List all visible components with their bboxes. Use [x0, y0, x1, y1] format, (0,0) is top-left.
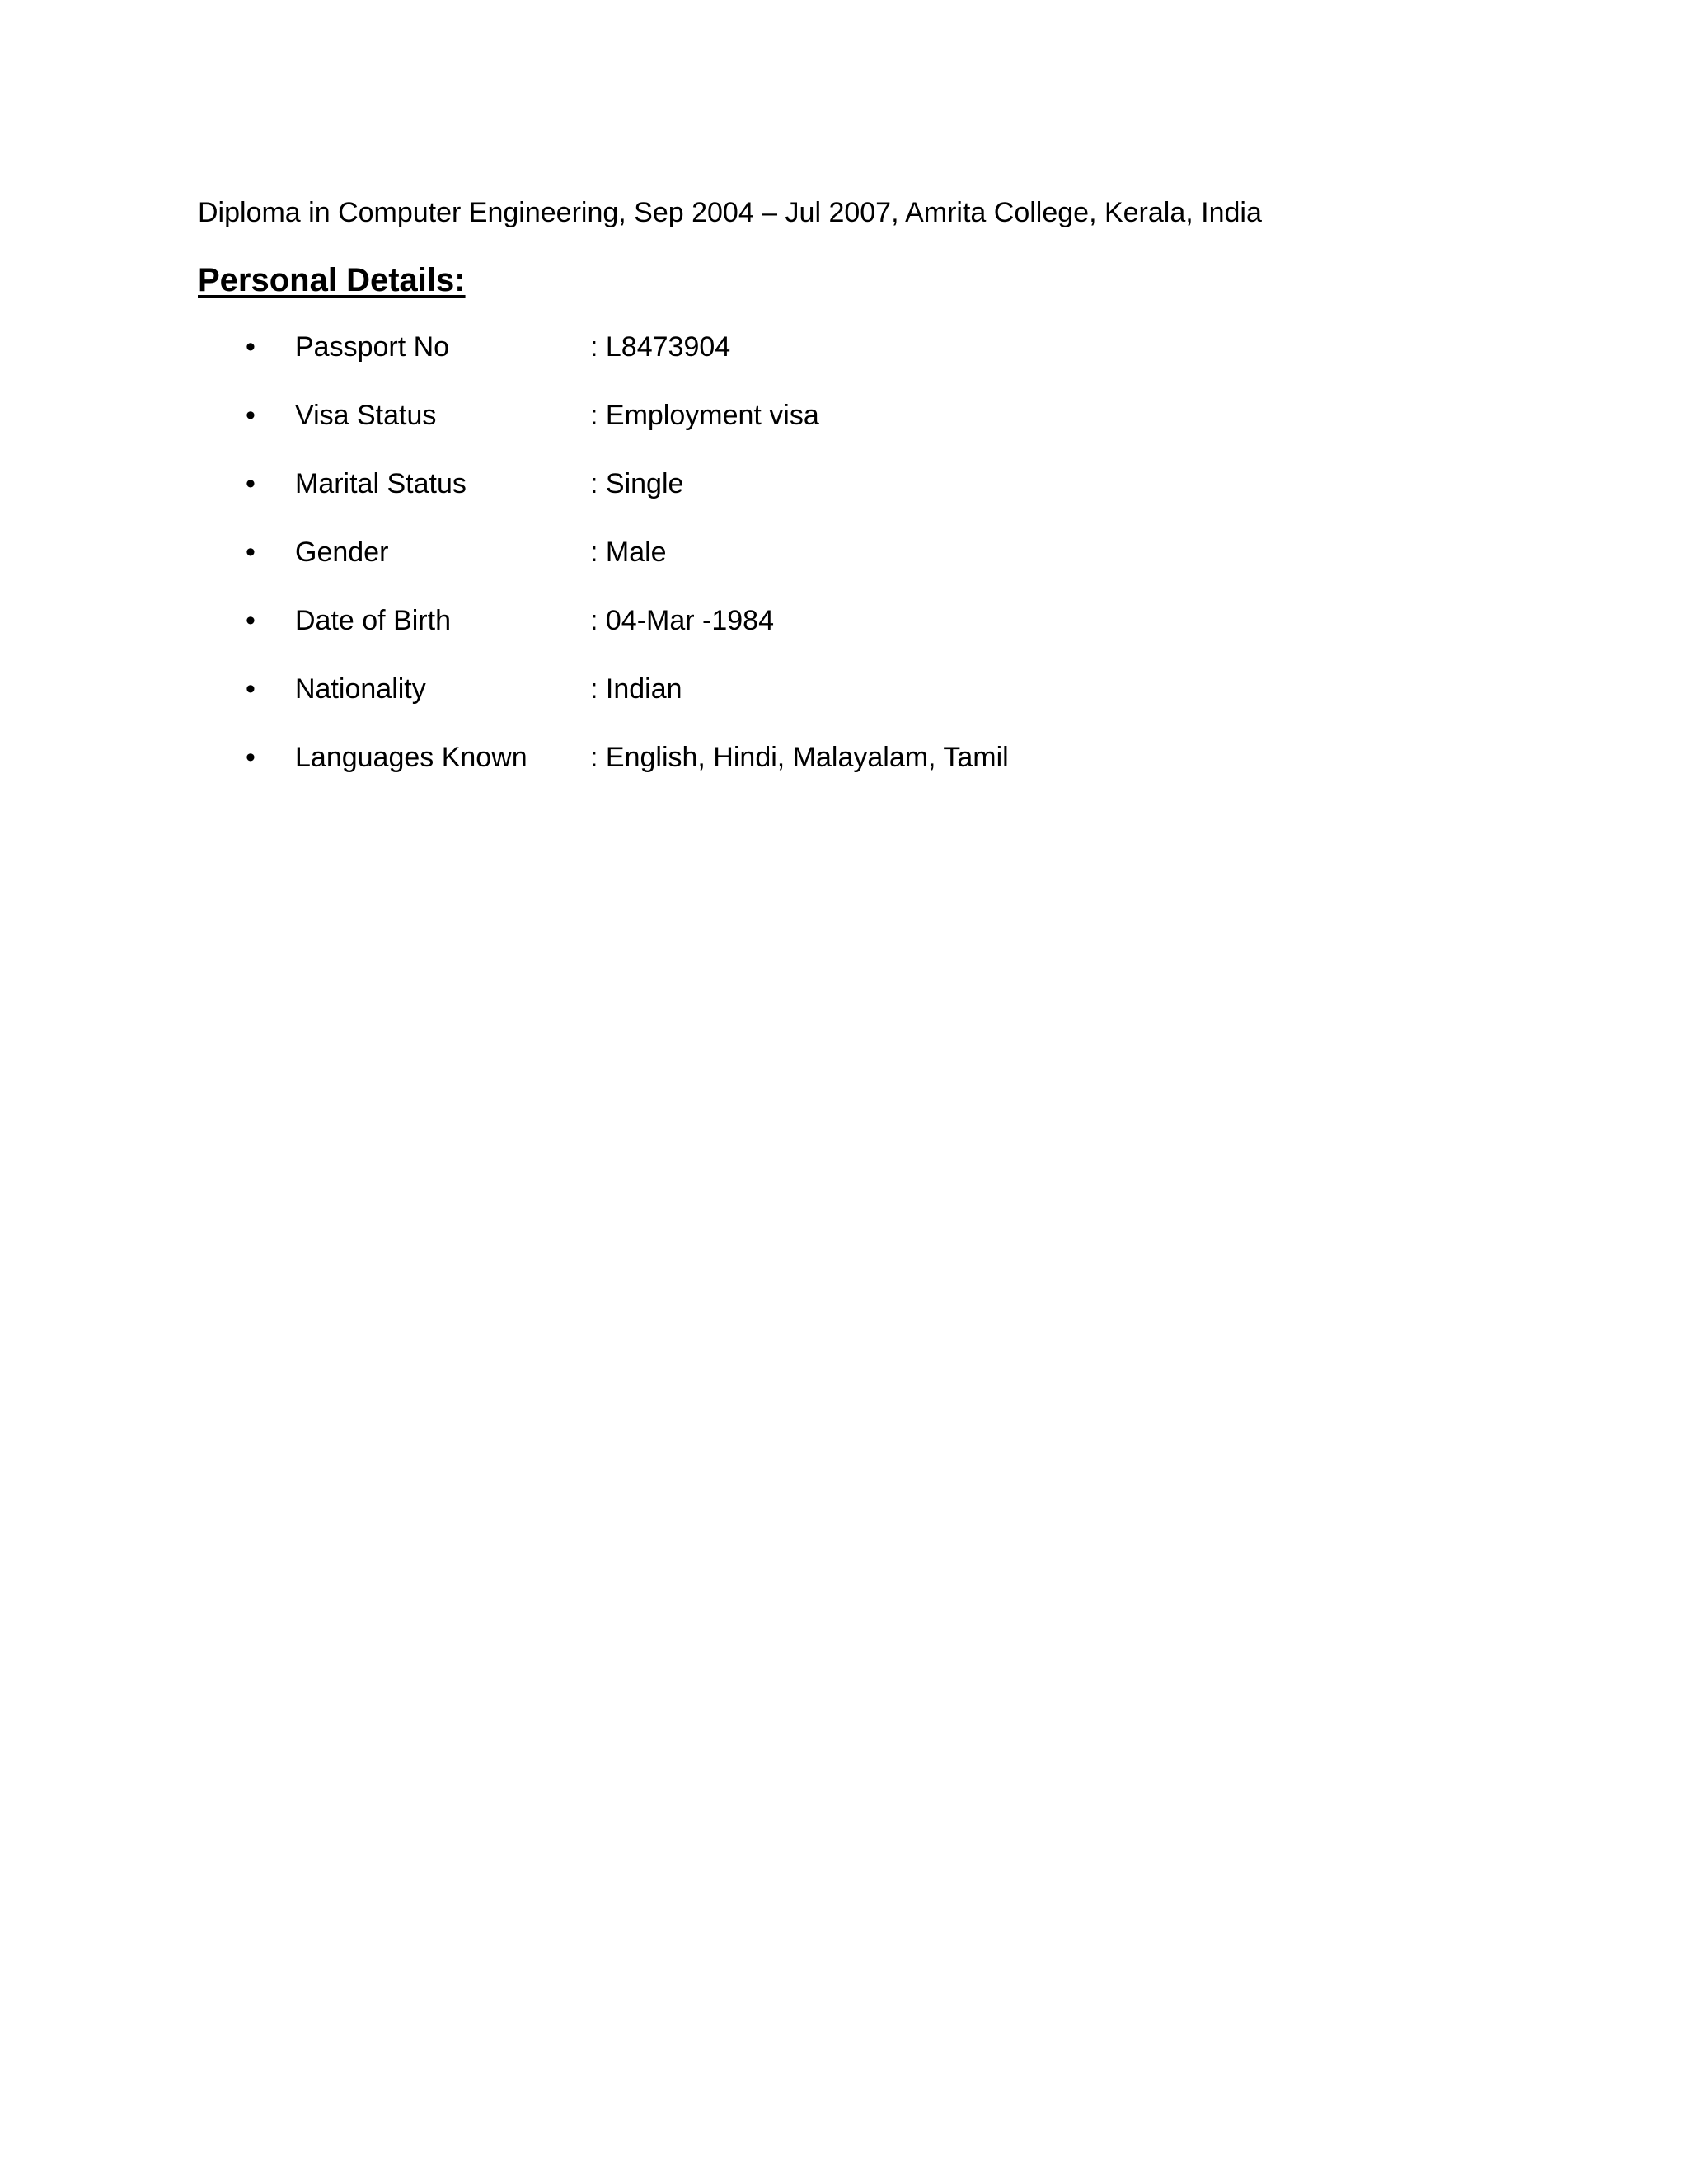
detail-value: : L8473904: [590, 331, 731, 363]
detail-row-nationality: [0, 669, 1688, 709]
detail-label: Date of Birth: [295, 605, 451, 636]
detail-row-visa-status: [0, 396, 1688, 435]
detail-value: : Indian: [590, 673, 682, 705]
detail-row-marital-status: [0, 464, 1688, 504]
detail-label: Gender: [295, 537, 389, 568]
detail-label: Nationality: [295, 673, 426, 705]
bullet-icon: •: [246, 537, 256, 568]
detail-row-languages-known: [0, 738, 1688, 777]
detail-label: Languages Known: [295, 742, 528, 773]
bullet-icon: •: [246, 331, 256, 363]
detail-value: : English, Hindi, Malayalam, Tamil: [590, 742, 1009, 773]
bullet-icon: •: [246, 400, 256, 431]
personal-details-heading: Personal Details:: [198, 262, 466, 298]
detail-label: Passport No: [295, 331, 450, 363]
bullet-icon: •: [246, 742, 256, 773]
detail-row-gender: [0, 532, 1688, 572]
detail-row-date-of-birth: [0, 601, 1688, 640]
detail-row-passport: [0, 327, 1688, 367]
detail-label: Marital Status: [295, 468, 467, 499]
education-entry: Diploma in Computer Engineering, Sep 2004 – Jul 2007, Amrita College, Kerala, India: [198, 197, 1262, 228]
bullet-icon: •: [246, 605, 256, 636]
detail-value: : 04-Mar -1984: [590, 605, 774, 636]
detail-label: Visa Status: [295, 400, 437, 431]
bullet-icon: •: [246, 673, 256, 705]
detail-value: : Employment visa: [590, 400, 819, 431]
bullet-icon: •: [246, 468, 256, 499]
detail-value: : Single: [590, 468, 684, 499]
detail-value: : Male: [590, 537, 667, 568]
